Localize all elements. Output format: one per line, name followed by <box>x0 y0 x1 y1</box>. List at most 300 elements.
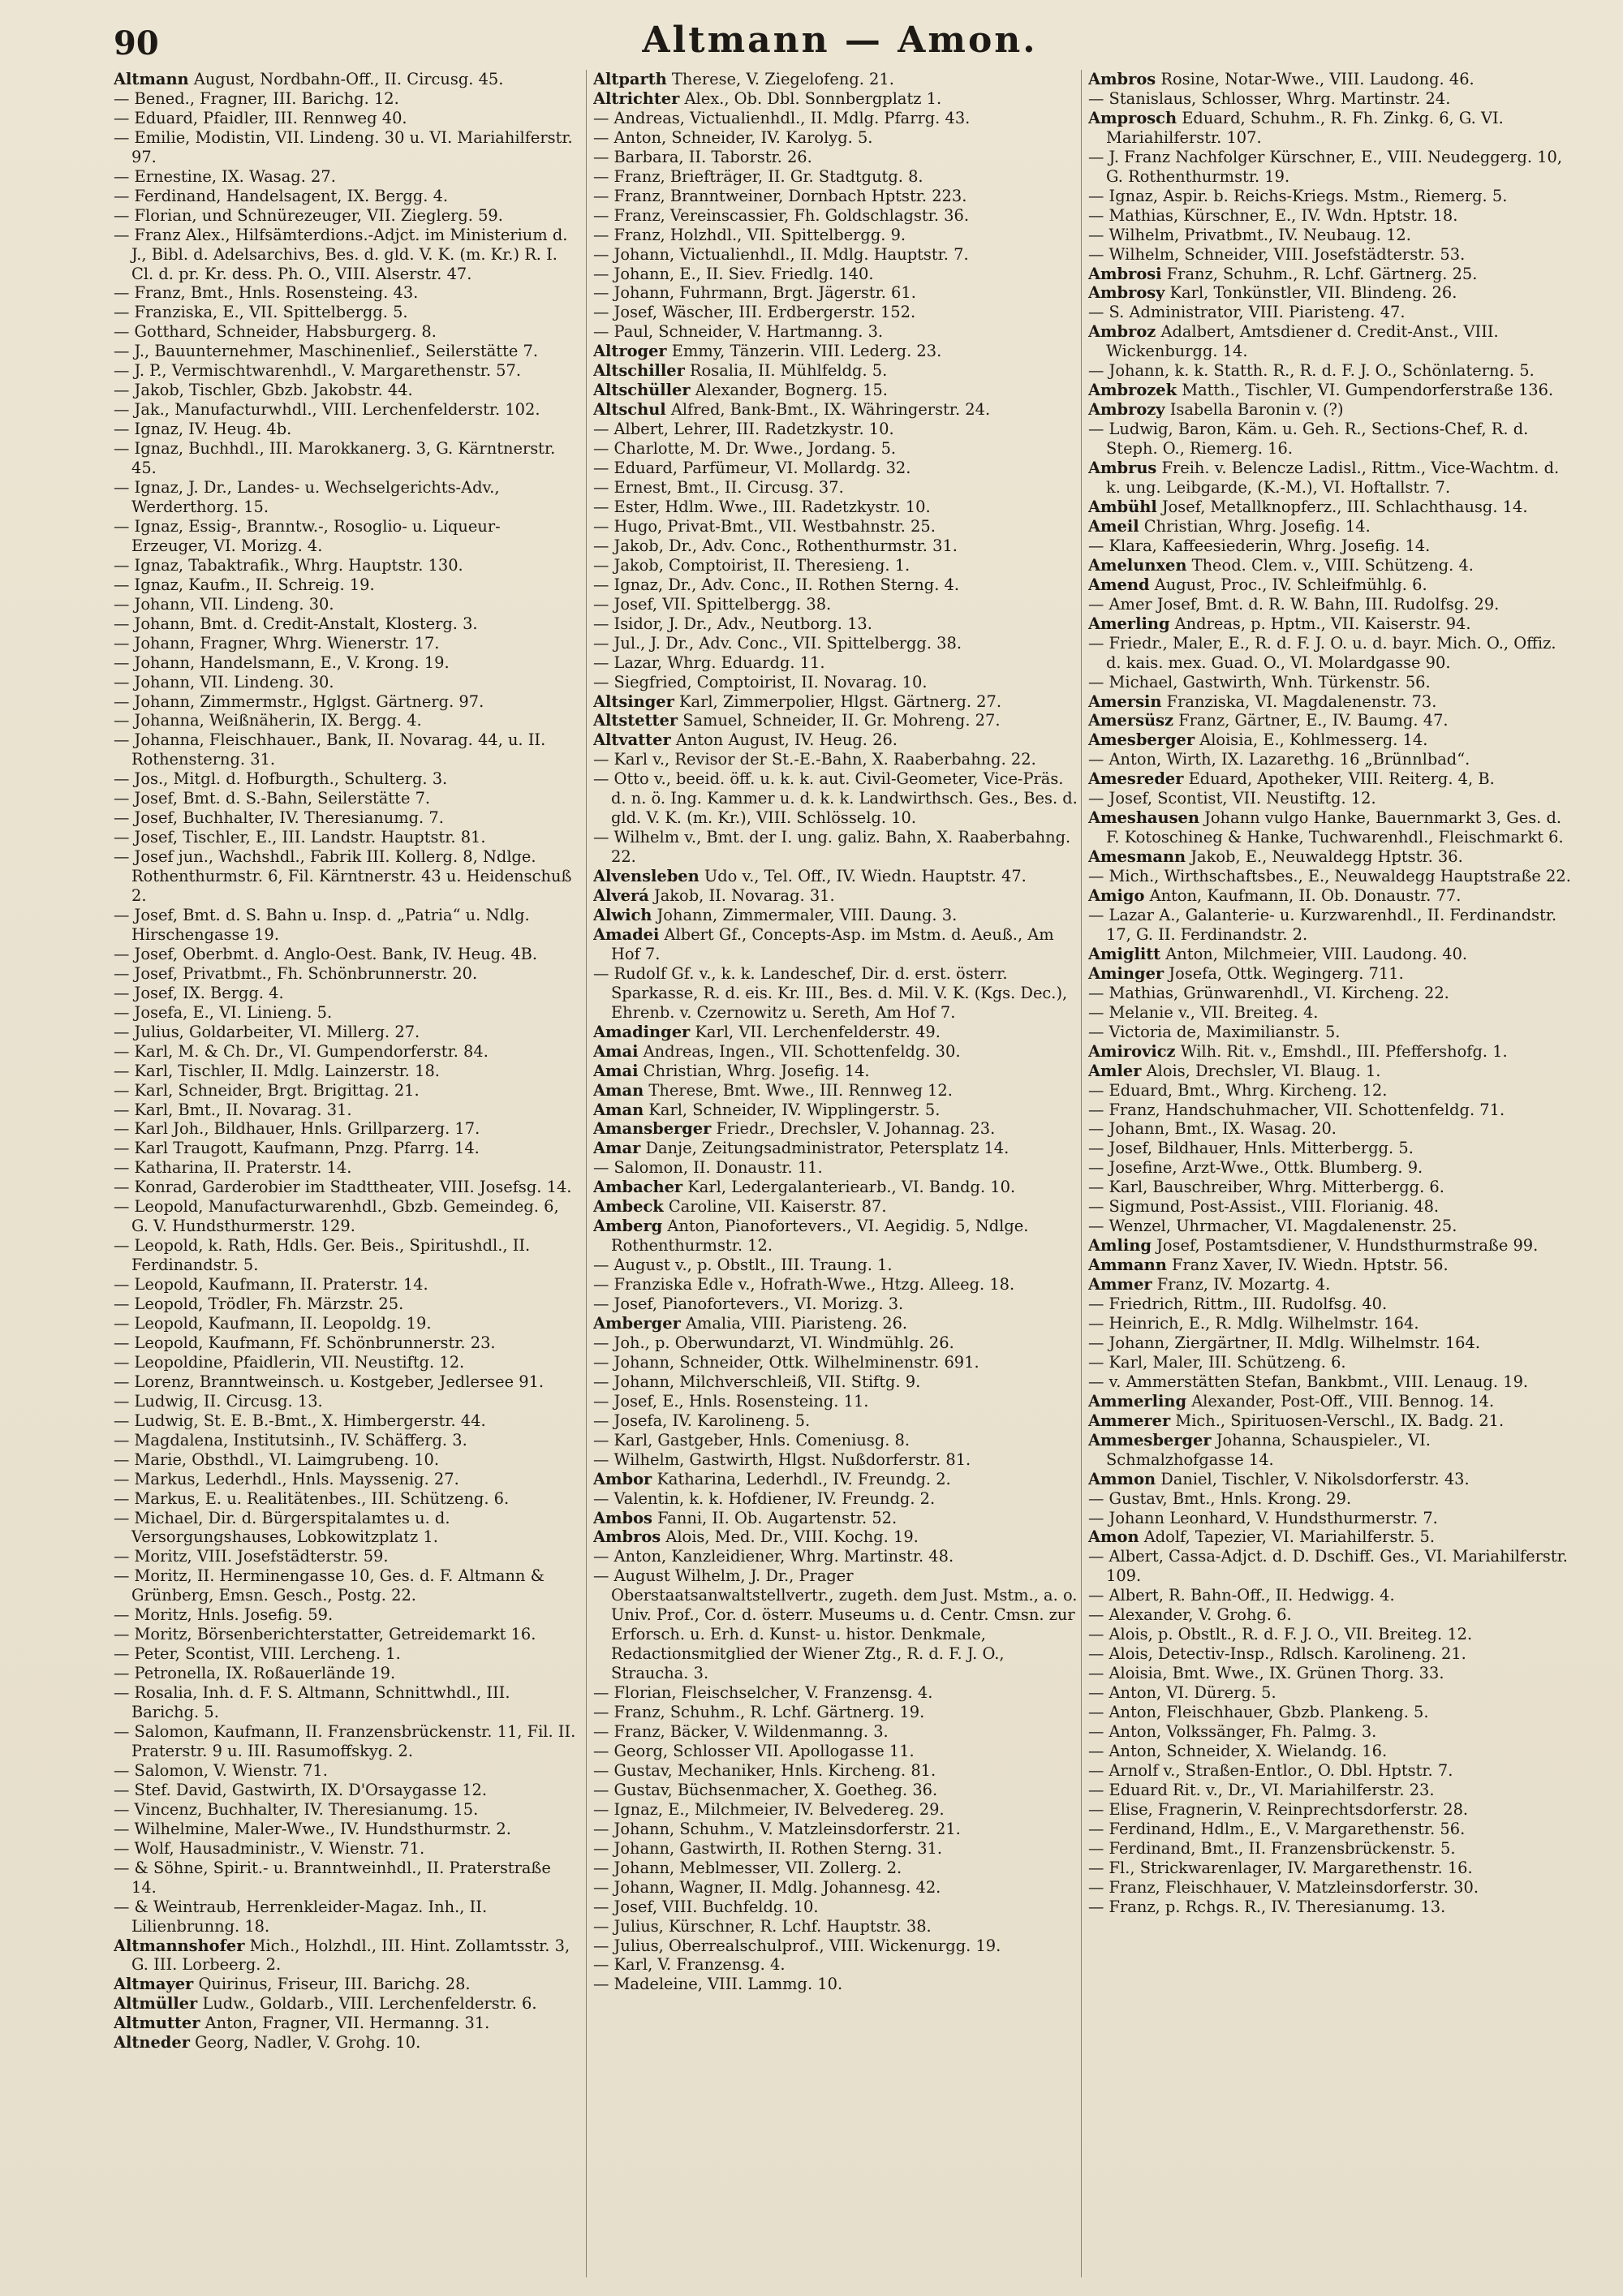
directory-entry <box>1088 1003 1572 1023</box>
entry-text: — Aloisia, Bmt. Wwe., IX. Grünen Thorg. 33. <box>1088 1664 1444 1683</box>
entry-text: Alfred, Bank-Bmt., IX. Währingerstr. 24. <box>665 400 991 420</box>
entry-text: Emmy, Tänzerin. VIII. Lederg. 23. <box>666 342 942 361</box>
directory-entry <box>114 89 576 109</box>
directory-entry <box>114 1605 576 1625</box>
directory-entry <box>114 1470 576 1489</box>
entry-text: — Franz, p. Rchgs. R., IV. Theresianumg. 13. <box>1088 1897 1446 1916</box>
directory-entry <box>1088 1625 1572 1644</box>
entry-text: — Alexander, V. Grohg. 6. <box>1088 1605 1292 1625</box>
entry-text: — Josef, Bmt. d. S.-Bahn, Seilerstätte 7. <box>114 789 431 808</box>
entry-text: — Josef, Buchhalter, IV. Theresianumg. 7. <box>114 808 444 828</box>
directory-entry <box>114 1101 576 1120</box>
directory-entry <box>593 1936 1078 1956</box>
entry-text: — Joh., p. Oberwundarzt, VI. Windmühlg. 26. <box>593 1333 954 1352</box>
directory-entry <box>114 322 576 342</box>
directory-entry <box>114 1178 576 1197</box>
surname-heading: Amler <box>1088 1061 1142 1080</box>
entry-text: — Josefine, Arzt-Wwe., Ottk. Blumberg. 9. <box>1088 1158 1423 1178</box>
directory-entry <box>1088 1781 1572 1800</box>
directory-entry <box>114 653 576 673</box>
surname-heading: Altmannshofer <box>114 1936 245 1955</box>
directory-entry <box>593 498 1078 517</box>
directory-entry <box>593 1839 1078 1859</box>
directory-entry <box>593 420 1078 439</box>
directory-entry <box>593 828 1078 867</box>
directory-entry <box>593 1119 1078 1139</box>
directory-entry <box>1088 400 1572 420</box>
directory-entry <box>593 1722 1078 1742</box>
entry-text: — Karl, Tischler, II. Mdlg. Lainzerstr. 18. <box>114 1061 440 1080</box>
surname-heading: Altmann <box>114 70 189 88</box>
directory-entry <box>1088 556 1572 575</box>
directory-entry <box>1088 1333 1572 1353</box>
entry-text: Udo v., Tel. Off., IV. Wiedn. Hauptstr. 47. <box>699 867 1027 886</box>
surname-heading: Aman <box>593 1080 644 1100</box>
surname-heading: Ambrosy <box>1088 283 1165 303</box>
directory-entry <box>593 536 1078 556</box>
entry-text: — Valentin, k. k. Hofdiener, IV. Freundg. 2. <box>593 1488 936 1508</box>
directory-entry <box>593 1275 1078 1294</box>
directory-entry <box>1088 1081 1572 1101</box>
entry-text: — Johann, Bmt., IX. Wasag. 20. <box>1088 1119 1337 1139</box>
directory-entry <box>593 1450 1078 1470</box>
entry-text: Rosalia, II. Mühlfeldg. 5. <box>684 361 888 381</box>
surname-heading: Altsinger <box>593 691 674 711</box>
entry-text: — Georg, Schlosser VII. Apollogasse 11. <box>593 1741 915 1760</box>
directory-entry <box>593 303 1078 322</box>
directory-entry <box>593 89 1078 109</box>
surname-heading: Amling <box>1088 1236 1152 1256</box>
directory-entry <box>593 673 1078 692</box>
directory-entry <box>1088 517 1572 536</box>
entry-text: — Josef, Scontist, VII. Neustiftg. 12. <box>1088 789 1376 808</box>
surname-heading: Altrichter <box>593 88 680 108</box>
entry-text: — Rudolf Gf. v., k. k. Landeschef, Dir. d. erst. österr. Sparkasse, R. d. eis. Kr. III., Bes. d. Mil. V. K. (Kgs. Dec.), Ehrenb. v. Czernowitz u. Sereth, Am Hof 7. <box>593 963 1068 1022</box>
directory-entry <box>593 595 1078 614</box>
entry-text: — Karl, Bmt., II. Novarag. 31. <box>114 1100 352 1119</box>
entry-text: — Julius, Kürschner, R. Lchf. Hauptstr. 38. <box>593 1916 932 1936</box>
entry-text: Andreas, p. Hptm., VII. Kaiserstr. 94. <box>1169 614 1471 633</box>
surname-heading: Ammerer <box>1088 1411 1171 1430</box>
entry-text: — Josef, Pianofortevers., VI. Morizg. 3. <box>593 1294 904 1314</box>
directory-entry <box>1088 1839 1572 1859</box>
entry-text: — Anton, Wirth, IX. Lazarethg. 16 „Brünnlbad“. <box>1088 750 1470 769</box>
surname-heading: Amiglitt <box>1088 944 1161 963</box>
entry-text: — Petronella, IX. Roßauerlände 19. <box>114 1664 396 1683</box>
directory-entry <box>1088 1392 1572 1411</box>
entry-text: — Friedrich, Rittm., III. Rudolfsg. 40. <box>1088 1294 1388 1314</box>
directory-entry <box>593 1878 1078 1898</box>
entry-text: — Jakob, Dr., Adv. Conc., Rothenthurmstr. 31. <box>593 536 958 555</box>
directory-entry <box>593 1294 1078 1314</box>
surname-heading: Amesberger <box>1088 730 1195 750</box>
entry-text: — August v., p. Obstlt., III. Traung. 1. <box>593 1256 893 1275</box>
entry-text: — Klara, Kaffeesiederin, Whrg. Josefig. 14. <box>1088 536 1431 555</box>
directory-entry <box>1088 1489 1572 1509</box>
directory-entry <box>1088 945 1572 964</box>
surname-heading: Amerling <box>1088 614 1170 633</box>
surname-heading: Ambros <box>1088 70 1156 88</box>
surname-heading: Aminger <box>1088 963 1165 983</box>
directory-entry <box>1088 187 1572 206</box>
entry-text: — Franz, Briefträger, II. Gr. Stadtgutg. 8. <box>593 166 923 186</box>
directory-entry <box>593 1527 1078 1547</box>
directory-entry <box>114 730 576 769</box>
directory-entry <box>593 1178 1078 1197</box>
entry-text: — Otto v., beeid. öff. u. k. k. aut. Civil-Geometer, Vice-Präs. d. n. ö. Ing. Kammer u. d. k. k. Landwirthsch. Ges., Bes. d. gld. V. K. (m. Kr.), VIII. Schlösselg. 10. <box>593 769 1078 828</box>
directory-entry <box>114 1936 576 1975</box>
entry-text: — Franziska Edle v., Hofrath-Wwe., Htzg. Alleeg. 18. <box>593 1275 1015 1294</box>
entry-text: Anton, Fragner, VII. Hermanng. 31. <box>200 2014 490 2033</box>
entry-text: Daniel, Tischler, V. Nikolsdorferstr. 43. <box>1156 1469 1470 1488</box>
entry-text: Jakob, E., Neuwaldegg Hptstr. 36. <box>1186 847 1463 867</box>
surname-heading: Ambrosi <box>1088 264 1162 283</box>
surname-heading: Ammann <box>1088 1256 1167 1275</box>
directory-entry <box>1088 1644 1572 1664</box>
entry-text: — Johann, Milchverschleiß, VII. Stiftg. 9. <box>593 1372 921 1391</box>
entry-text: — Moritz, Börsenberichterstatter, Getreidemarkt 16. <box>114 1625 536 1644</box>
surname-heading: Amprosch <box>1088 108 1177 127</box>
directory-entry <box>593 187 1078 206</box>
entry-text: — Johann, Gastwirth, II. Rothen Sterng. 31. <box>593 1838 943 1858</box>
directory-entry <box>593 517 1078 536</box>
surname-heading: Altneder <box>114 2033 190 2053</box>
directory-entry <box>593 769 1078 828</box>
surname-heading: Amirovicz <box>1088 1041 1176 1061</box>
entry-text: Anton, Pianofortevers., VI. Aegidig. 5, Ndlge. Rothenthurmstr. 12. <box>611 1217 1029 1256</box>
directory-entry <box>114 575 576 595</box>
directory-entry <box>114 1509 576 1548</box>
running-head: Altmann — Amon. <box>642 19 1038 61</box>
directory-entry <box>593 692 1078 712</box>
surname-heading: Ambor <box>593 1469 652 1488</box>
entry-text: — Michael, Gastwirth, Wnh. Türkenstr. 56. <box>1088 672 1431 691</box>
surname-heading: Amar <box>593 1139 641 1158</box>
directory-entry <box>593 342 1078 361</box>
entry-text: — Karl Joh., Bildhauer, Hnls. Grillparzerg. 17. <box>114 1119 480 1139</box>
entry-text: — Ernest, Bmt., II. Circusg. 37. <box>593 478 844 498</box>
entry-text: — Leopold, Manufacturwarenhdl., Gbzb. Gemeindeg. 6, G. V. Hundsthurmerstr. 129. <box>114 1197 559 1236</box>
surname-heading: Altparth <box>593 70 667 88</box>
entry-text: Mich., Holzhdl., III. Hint. Zollamtsstr. 3, G. III. Lorbeerg. 2. <box>131 1936 570 1975</box>
directory-entry <box>1088 1509 1572 1528</box>
entry-text: Christian, Whrg. Josefig. 14. <box>638 1061 870 1080</box>
entry-text: Wilh. Rit. v., Emshdl., III. Pfeffershofg. 1. <box>1175 1041 1508 1061</box>
directory-entry <box>1088 964 1572 984</box>
directory-entry <box>114 187 576 206</box>
directory-entry <box>114 673 576 692</box>
directory-entry <box>593 283 1078 303</box>
entry-text: Danje, Zeitungsadministrator, Petersplatz 14. <box>640 1139 1010 1158</box>
entry-text: — Moritz, VIII. Josefstädterstr. 59. <box>114 1547 389 1566</box>
surname-heading: Ambrozek <box>1088 381 1177 400</box>
directory-entry <box>1088 70 1572 89</box>
entry-text: — Josef, E., Hnls. Rosensteing. 11. <box>593 1391 869 1411</box>
directory-entry <box>1088 1742 1572 1761</box>
entry-text: — Gustav, Büchsenmacher, X. Goetheg. 36. <box>593 1780 938 1799</box>
directory-entry <box>114 1722 576 1761</box>
entry-text: — Josef jun., Wachshdl., Fabrik III. Kollerg. 8, Ndlge. Rothenthurmstr. 6, Fil. Kärntnerstr. 43 u. Heidenschuß 2. <box>114 847 572 906</box>
directory-entry <box>1088 265 1572 284</box>
entry-text: Josef, Metallknopferz., III. Schlachthausg. 14. <box>1156 497 1528 516</box>
directory-entry <box>593 148 1078 167</box>
directory-entry <box>114 1158 576 1178</box>
directory-entry <box>114 1644 576 1664</box>
entry-text: Rosine, Notar-Wwe., VIII. Laudong. 46. <box>1156 70 1474 88</box>
entry-text: — Josefa, IV. Karolineng. 5. <box>593 1411 811 1430</box>
entry-text: — Karl, Gastgeber, Hnls. Comeniusg. 8. <box>593 1430 911 1450</box>
directory-entry <box>1088 1372 1572 1392</box>
directory-entry <box>1088 750 1572 769</box>
entry-text: — Josef, Tischler, E., III. Landstr. Hauptstr. 81. <box>114 828 486 847</box>
surname-heading: Altstetter <box>593 711 678 730</box>
entry-text: — Josef, Privatbmt., Fh. Schönbrunnerstr. 20. <box>114 963 478 983</box>
directory-entry <box>114 109 576 128</box>
entry-text: — Moritz, Hnls. Josefig. 59. <box>114 1605 334 1625</box>
entry-text: — Victoria de, Maximilianstr. 5. <box>1088 1022 1341 1041</box>
entry-text: — Franz, Bmt., Hnls. Rosensteing. 43. <box>114 283 419 303</box>
surname-heading: Amersin <box>1088 691 1162 711</box>
directory-entry <box>593 1898 1078 1917</box>
directory-entry <box>593 1761 1078 1781</box>
directory-entry <box>1088 808 1572 847</box>
directory-entry <box>1088 303 1572 322</box>
directory-entry <box>1088 1859 1572 1878</box>
directory-entry <box>593 478 1078 498</box>
surname-heading: Ameil <box>1088 516 1139 536</box>
directory-entry <box>114 1392 576 1411</box>
directory-entry <box>1088 1722 1572 1742</box>
directory-entry <box>1088 381 1572 400</box>
directory-entry <box>114 400 576 420</box>
directory-entry <box>593 1781 1078 1800</box>
entry-text: — Karl Traugott, Kaufmann, Pnzg. Pfarrg. 14. <box>114 1139 480 1158</box>
directory-entry <box>114 1236 576 1275</box>
directory-entry <box>593 925 1078 964</box>
entry-text: — Karl, V. Franzensg. 4. <box>593 1955 786 1975</box>
directory-entry <box>114 517 576 556</box>
surname-heading: Ammesberger <box>1088 1430 1212 1450</box>
entry-text: — Franz Alex., Hilfsämterdions.-Adjct. im Ministerium d. J., Bibl. d. Adelsarchivs, Bes. d. gld. V. K. (m. Kr.) R. I. Cl. d. pr. Kr. dess. Ph. O., VIII. Alserstr. 47. <box>114 225 568 283</box>
entry-text: — Wilhelm v., Bmt. der I. ung. galiz. Bahn, X. Raaberbahng. 22. <box>593 828 1071 867</box>
directory-entry <box>114 1314 576 1333</box>
entry-text: — Heinrich, E., R. Mdlg. Wilhelmstr. 164. <box>1088 1314 1419 1333</box>
entry-text: — Johanna, Fleischhauer., Bank, II. Novarag. 44, u. II. Rothensterng. 31. <box>114 730 546 769</box>
entry-text: — Emilie, Modistin, VII. Lindeng. 30 u. VI. Mariahilferstr. 97. <box>114 127 573 166</box>
entry-text: Alexander, Post-Off., VIII. Bennog. 14. <box>1186 1391 1495 1411</box>
directory-entry <box>114 361 576 381</box>
directory-entry <box>593 322 1078 342</box>
directory-entry <box>593 361 1078 381</box>
directory-entry <box>114 381 576 400</box>
entry-text: — Johann, Fragner, Whrg. Wienerstr. 17. <box>114 633 440 653</box>
directory-entry <box>1088 1275 1572 1294</box>
entry-text: — Franziska, E., VII. Spittelbergg. 5. <box>114 303 408 322</box>
directory-entry <box>1088 109 1572 148</box>
entry-text: — Johann, Handelsmann, E., V. Krong. 19. <box>114 653 450 672</box>
entry-text: Franziska, VI. Magdalenenstr. 73. <box>1161 691 1437 711</box>
surname-heading: Ammerling <box>1088 1391 1187 1411</box>
entry-text: — Moritz, II. Herminengasse 10, Ges. d. F. Altmann & Grünberg, Emsn. Gesch., Postg. 22. <box>114 1566 545 1605</box>
surname-heading: Altschul <box>593 400 666 420</box>
entry-text: — Ignaz, E., Milchmeier, IV. Belvedereg. 29. <box>593 1799 945 1819</box>
directory-entry <box>593 1023 1078 1042</box>
entry-text: Isabella Baronin v. (?) <box>1165 400 1344 420</box>
directory-entry <box>593 128 1078 148</box>
entry-text: — Wilhelm, Gastwirth, Hlgst. Nußdorferstr. 81. <box>593 1450 971 1469</box>
entry-text: — Ignaz, Buchhdl., III. Marokkanerg. 3, G. Kärntnerstr. 45. <box>114 439 556 478</box>
entry-text: — Friedr., Maler, E., R. d. F. J. O. u. d. bayr. Mich. O., Offiz. d. kais. mex. Guad. O., VI. Molardgasse 90. <box>1088 633 1556 672</box>
directory-entry <box>114 226 576 284</box>
entry-text: Karl, Schneider, IV. Wipplingerstr. 5. <box>644 1100 941 1119</box>
entry-text: — Jul., J. Dr., Adv. Conc., VII. Spittelbergg. 38. <box>593 633 962 653</box>
directory-entry <box>1088 1294 1572 1314</box>
directory-entry <box>1088 206 1572 226</box>
entry-text: — Alois, p. Obstlt., R. d. F. J. O., VII. Breiteg. 12. <box>1088 1625 1473 1644</box>
directory-entry <box>1088 1703 1572 1722</box>
directory-entry <box>593 459 1078 478</box>
directory-entry <box>1088 1314 1572 1333</box>
directory-entry <box>114 1566 576 1605</box>
entry-text: — Karl v., Revisor der St.-E.-Bahn, X. Raaberbahng. 22. <box>593 750 1036 769</box>
directory-entry <box>114 1859 576 1898</box>
entry-text: Franz, IV. Mozartg. 4. <box>1152 1275 1331 1294</box>
surname-heading: Amend <box>1088 575 1150 594</box>
entry-text: — Bened., Fragner, III. Barichg. 12. <box>114 88 399 108</box>
directory-entry <box>593 1975 1078 1994</box>
entry-text: August, Proc., IV. Schleifmühlg. 6. <box>1149 575 1427 594</box>
directory-entry <box>1088 322 1572 361</box>
entry-text: — Johann, Schuhm., V. Matzleinsdorferstr. 21. <box>593 1819 961 1838</box>
entry-text: Adalbert, Amtsdiener d. Credit-Anst., VIII. Wickenburgg. 14. <box>1106 322 1499 361</box>
directory-entry <box>593 1101 1078 1120</box>
entry-text: Johann vulgo Hanke, Bauernmarkt 3, Ges. d. F. Kotoschineg & Hanke, Tuchwarenhdl., Fleischmarkt 6. <box>1106 808 1564 847</box>
surname-heading: Ambros <box>593 1527 661 1547</box>
entry-text: — Paul, Schneider, V. Hartmanng. 3. <box>593 322 884 342</box>
directory-entry <box>593 1955 1078 1975</box>
page-number: 90 <box>114 24 159 62</box>
directory-entry <box>1088 1683 1572 1703</box>
surname-heading: Ameshausen <box>1088 808 1199 828</box>
entry-text: — Ferdinand, Bmt., II. Franzensbrückenstr. 5. <box>1088 1838 1456 1858</box>
directory-entry <box>114 1081 576 1101</box>
entry-text: — Eduard, Pfaidler, III. Rennweg 40. <box>114 108 407 127</box>
directory-entry <box>1088 1197 1572 1217</box>
directory-entry <box>1088 575 1572 595</box>
entry-text: — Ferdinand, Hdlm., E., V. Margarethenstr. 56. <box>1088 1819 1466 1838</box>
directory-entry <box>593 575 1078 595</box>
directory-entry <box>1088 1119 1572 1139</box>
entry-text: — Leopold, Kaufmann, II. Praterstr. 14. <box>114 1275 428 1294</box>
directory-entry <box>114 167 576 187</box>
directory-entry <box>593 964 1078 1023</box>
entry-text: — Ignaz, IV. Heug. 4b. <box>114 420 292 439</box>
entry-text: — Magdalena, Institutsinh., IV. Schäfferg. 3. <box>114 1430 467 1450</box>
entry-text: — Katharina, II. Praterstr. 14. <box>114 1158 352 1178</box>
surname-heading: Ambos <box>593 1508 652 1527</box>
directory-entry <box>1088 614 1572 634</box>
entry-text: Anton August, IV. Heug. 26. <box>670 730 898 750</box>
directory-entry <box>114 1023 576 1042</box>
directory-entry <box>114 2033 576 2053</box>
directory-entry <box>593 886 1078 906</box>
directory-entry <box>1088 847 1572 867</box>
entry-text: — Johann, E., II. Siev. Friedlg. 140. <box>593 264 874 283</box>
directory-entry <box>1088 1898 1572 1917</box>
surname-heading: Ammon <box>1088 1469 1156 1488</box>
directory-entry <box>114 206 576 226</box>
directory-entry <box>593 1042 1078 1062</box>
directory-entry <box>593 556 1078 575</box>
entry-text: — Leopold, k. Rath, Hdls. Ger. Beis., Spiritushdl., II. Ferdinandstr. 5. <box>114 1236 531 1275</box>
entry-text: — Ignaz, Kaufm., II. Schreig. 19. <box>114 575 375 594</box>
entry-text: — Johanna, Weißnäherin, IX. Bergg. 4. <box>114 711 422 730</box>
entry-text: — Michael, Dir. d. Bürgerspitalamtes u. d. Versorgungshauses, Lobkowitzplatz 1. <box>114 1508 450 1547</box>
directory-entry <box>1088 1470 1572 1489</box>
surname-heading: Altschüller <box>593 381 691 400</box>
directory-entry <box>114 1800 576 1820</box>
directory-entry <box>593 1703 1078 1722</box>
entry-text: — Madeleine, VIII. Lammg. 10. <box>593 1975 843 1994</box>
directory-entry <box>593 1683 1078 1703</box>
directory-entry <box>1088 148 1572 187</box>
directory-entry <box>1088 498 1572 517</box>
entry-text: Josef, Postamtsdiener, V. Hundsthurmstraße 99. <box>1151 1236 1539 1256</box>
entry-text: — Johann, VII. Lindeng. 30. <box>114 672 334 691</box>
entry-text: — Franz, Bäcker, V. Wildenmanng. 3. <box>593 1722 889 1742</box>
entry-text: — Johann, Wagner, II. Mdlg. Johannesg. 42. <box>593 1877 941 1897</box>
directory-entry <box>114 1003 576 1023</box>
directory-entry <box>593 1820 1078 1839</box>
directory-entry <box>114 711 576 730</box>
directory-entry <box>593 1547 1078 1566</box>
directory-entry <box>1088 1527 1572 1547</box>
directory-entry <box>593 653 1078 673</box>
directory-entry <box>114 1761 576 1781</box>
entry-text: — S. Administrator, VIII. Piaristeng. 47. <box>1088 303 1406 322</box>
directory-entry <box>1088 1761 1572 1781</box>
entry-text: Christian, Whrg. Josefig. 14. <box>1139 516 1371 536</box>
directory-entry <box>114 439 576 478</box>
entry-text: — Franz, Handschuhmacher, VII. Schottenfeldg. 71. <box>1088 1100 1505 1119</box>
directory-entry <box>114 1489 576 1509</box>
entry-text: — Johann, Victualienhdl., II. Mdlg. Hauptstr. 7. <box>593 244 969 264</box>
directory-entry <box>114 595 576 614</box>
column-2 <box>586 70 1078 2277</box>
entry-text: — Peter, Scontist, VIII. Lercheng. 1. <box>114 1644 401 1664</box>
directory-entry <box>1088 1547 1572 1586</box>
directory-entry <box>593 167 1078 187</box>
entry-text: — v. Ammerstätten Stefan, Bankbmt., VIII. Lenaug. 19. <box>1088 1372 1529 1391</box>
directory-entry <box>1088 673 1572 692</box>
entry-text: — Ludwig, St. E. B.-Bmt., X. Himbergerstr. 44. <box>114 1411 486 1430</box>
directory-entry <box>114 808 576 828</box>
entry-text: — Salomon, V. Wienstr. 71. <box>114 1760 328 1780</box>
directory-entry <box>593 906 1078 925</box>
directory-entry <box>114 847 576 906</box>
entry-text: — Franz, Branntweiner, Dornbach Hptstr. 223. <box>593 186 967 205</box>
entry-text: — Franz, Vereinscassier, Fh. Goldschlagstr. 36. <box>593 205 969 225</box>
entry-text: Matth., Tischler, VI. Gumpendorferstraße 136. <box>1177 381 1554 400</box>
directory-entry <box>1088 1664 1572 1683</box>
entry-text: — Markus, E. u. Realitätenbes., III. Schützeng. 6. <box>114 1488 510 1508</box>
entry-text: Adolf, Tapezier, VI. Mariahilferstr. 5. <box>1139 1527 1436 1547</box>
entry-text: — Lazar, Whrg. Eduardg. 11. <box>593 653 825 672</box>
entry-text: — Josef, Bildhauer, Hnls. Mitterbergg. 5. <box>1088 1139 1414 1158</box>
entry-text: — Leopold, Kaufmann, II. Leopoldg. 19. <box>114 1314 432 1333</box>
entry-text: — Albert, Lehrer, III. Radetzkystr. 10. <box>593 420 894 439</box>
directory-entry <box>593 1509 1078 1528</box>
